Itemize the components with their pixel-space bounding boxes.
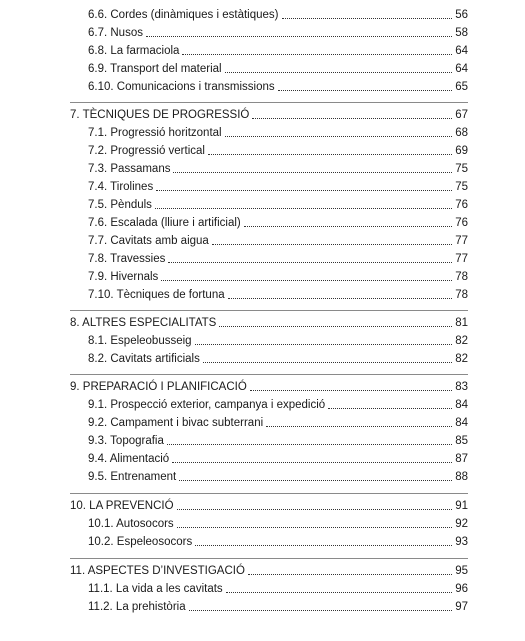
toc-chapter-11 bbox=[70, 560, 468, 578]
leader-dots bbox=[250, 390, 452, 391]
toc-entry-page: 76 bbox=[455, 199, 468, 211]
toc-entry-label: 7.5. Pènduls bbox=[88, 199, 152, 211]
toc-chapter-page: 83 bbox=[455, 381, 468, 393]
toc-entry-label: 7.7. Cavitats amb aigua bbox=[88, 235, 209, 247]
toc-chapter-page: 81 bbox=[455, 317, 468, 329]
toc-chapter-label: 11. ASPECTES D’INVESTIGACIÓ bbox=[70, 565, 245, 577]
toc-entry-page: 85 bbox=[455, 435, 468, 447]
leader-dots bbox=[219, 326, 452, 327]
toc-entry-page: 82 bbox=[455, 335, 468, 347]
toc-entry-7-4 bbox=[88, 176, 468, 194]
toc-chapter-label: 7. TÈCNIQUES DE PROGRESSIÓ bbox=[70, 109, 250, 121]
toc-entry-7-5 bbox=[88, 194, 468, 212]
toc-entry-label: 6.8. La farmaciola bbox=[88, 45, 180, 57]
toc-entry-10-2 bbox=[88, 531, 468, 549]
toc-entry-page: 64 bbox=[455, 45, 468, 57]
leader-dots bbox=[266, 426, 452, 427]
toc-chapter-8 bbox=[70, 312, 468, 330]
toc-entry-label: 7.6. Escalada (lliure i artificial) bbox=[88, 217, 241, 229]
toc-entry-9-2 bbox=[88, 412, 468, 430]
leader-dots bbox=[225, 136, 453, 137]
toc-entry-6-6 bbox=[88, 4, 468, 22]
toc-entry-label: 6.6. Cordes (dinàmiques i estàtiques) bbox=[88, 9, 279, 21]
toc-entry-page: 96 bbox=[455, 583, 468, 595]
toc-entry-page: 78 bbox=[455, 271, 468, 283]
leader-dots bbox=[146, 36, 452, 37]
leader-dots bbox=[278, 90, 453, 91]
leader-dots bbox=[189, 610, 453, 611]
toc-entry-7-9 bbox=[88, 266, 468, 284]
toc-entry-9-3 bbox=[88, 430, 468, 448]
toc-entry-6-9 bbox=[88, 58, 468, 76]
section-divider bbox=[70, 310, 468, 311]
toc-chapter-label: 10. LA PREVENCIÓ bbox=[70, 500, 174, 512]
leader-dots bbox=[252, 118, 452, 119]
leader-dots bbox=[212, 244, 452, 245]
toc-entry-label: 10.2. Espeleosocors bbox=[88, 536, 193, 548]
toc-entry-11-1 bbox=[88, 578, 468, 596]
toc-entry-7-8 bbox=[88, 248, 468, 266]
leader-dots bbox=[244, 226, 452, 227]
toc-entry-page: 69 bbox=[455, 145, 468, 157]
toc-entry-page: 82 bbox=[455, 353, 468, 365]
toc-entry-label: 7.3. Passamans bbox=[88, 163, 171, 175]
toc-entry-page: 75 bbox=[455, 181, 468, 193]
leader-dots bbox=[226, 592, 453, 593]
section-divider bbox=[70, 374, 468, 375]
toc-entry-page: 76 bbox=[455, 217, 468, 229]
section-divider bbox=[70, 558, 468, 559]
leader-dots bbox=[177, 509, 453, 510]
leader-dots bbox=[328, 408, 452, 409]
leader-dots bbox=[195, 545, 452, 546]
toc-entry-9-5 bbox=[88, 466, 468, 484]
toc-entry-label: 11.1. La vida a les cavitats bbox=[88, 583, 223, 595]
leader-dots bbox=[168, 262, 452, 263]
leader-dots bbox=[167, 444, 452, 445]
toc-entry-page: 97 bbox=[455, 601, 468, 613]
toc-entry-label: 9.1. Prospecció exterior, campanya i expedició bbox=[88, 399, 326, 411]
toc-entry-7-10 bbox=[88, 284, 468, 302]
toc-chapter-label: 8. ALTRES ESPECIALITATS bbox=[70, 317, 217, 329]
toc-entry-8-1 bbox=[88, 330, 468, 348]
section-divider bbox=[70, 102, 468, 103]
leader-dots bbox=[179, 480, 452, 481]
toc-entry-label: 7.4. Tirolines bbox=[88, 181, 154, 193]
toc-entry-page: 65 bbox=[455, 81, 468, 93]
toc-entry-7-1 bbox=[88, 122, 468, 140]
toc-entry-6-7 bbox=[88, 22, 468, 40]
toc-entry-label: 11.2. La prehistòria bbox=[88, 601, 186, 613]
toc-entry-page: 77 bbox=[455, 235, 468, 247]
toc-entry-page: 87 bbox=[455, 453, 468, 465]
toc-entry-10-1 bbox=[88, 513, 468, 531]
toc-entry-page: 56 bbox=[455, 9, 468, 21]
toc-entry-6-8 bbox=[88, 40, 468, 58]
toc-chapter-9 bbox=[70, 376, 468, 394]
toc-chapter-page: 91 bbox=[455, 500, 468, 512]
leader-dots bbox=[228, 298, 453, 299]
toc-entry-page: 64 bbox=[455, 63, 468, 75]
leader-dots bbox=[208, 154, 452, 155]
toc-entry-label: 7.8. Travessies bbox=[88, 253, 166, 265]
toc-entry-label: 6.9. Transport del material bbox=[88, 63, 222, 75]
leader-dots bbox=[172, 462, 452, 463]
toc-entry-label: 6.7. Nusos bbox=[88, 27, 143, 39]
toc-chapter-page: 67 bbox=[455, 109, 468, 121]
toc-entry-page: 92 bbox=[455, 518, 468, 530]
toc-entry-page: 84 bbox=[455, 417, 468, 429]
toc-entry-11-2 bbox=[88, 596, 468, 614]
toc-entry-page: 58 bbox=[455, 27, 468, 39]
leader-dots bbox=[203, 362, 452, 363]
leader-dots bbox=[155, 208, 452, 209]
toc-entry-page: 78 bbox=[455, 289, 468, 301]
toc-entry-page: 75 bbox=[455, 163, 468, 175]
toc-entry-7-3 bbox=[88, 158, 468, 176]
leader-dots bbox=[282, 18, 453, 19]
toc-entry-label: 9.2. Campament i bivac subterrani bbox=[88, 417, 264, 429]
leader-dots bbox=[195, 344, 453, 345]
toc-entry-label: 6.10. Comunicacions i transmissions bbox=[88, 81, 275, 93]
toc-entry-page: 84 bbox=[455, 399, 468, 411]
toc-chapter-7 bbox=[70, 104, 468, 122]
section-divider bbox=[70, 493, 468, 494]
leader-dots bbox=[225, 72, 453, 73]
toc-entry-label: 8.1. Espeleobusseig bbox=[88, 335, 192, 347]
leader-dots bbox=[182, 54, 452, 55]
toc-entry-label: 8.2. Cavitats artificials bbox=[88, 353, 200, 365]
leader-dots bbox=[156, 190, 452, 191]
toc-entry-label: 7.2. Progressió vertical bbox=[88, 145, 205, 157]
toc-entry-label: 7.10. Tècniques de fortuna bbox=[88, 289, 225, 301]
toc-entry-7-2 bbox=[88, 140, 468, 158]
toc-entry-page: 68 bbox=[455, 127, 468, 139]
toc-chapter-page: 95 bbox=[455, 565, 468, 577]
toc-entry-9-4 bbox=[88, 448, 468, 466]
toc-entry-label: 9.3. Topografia bbox=[88, 435, 164, 447]
toc-entry-6-10 bbox=[88, 76, 468, 94]
toc-entry-page: 77 bbox=[455, 253, 468, 265]
toc-entry-label: 10.1. Autosocors bbox=[88, 518, 174, 530]
toc-entry-label: 7.9. Hivernals bbox=[88, 271, 159, 283]
leader-dots bbox=[177, 527, 453, 528]
toc-entry-label: 7.1. Progressió horitzontal bbox=[88, 127, 222, 139]
toc-chapter-label: 9. PREPARACIÓ I PLANIFICACIÓ bbox=[70, 381, 247, 393]
toc-entry-8-2 bbox=[88, 348, 468, 366]
toc-entry-label: 9.5. Entrenament bbox=[88, 471, 177, 483]
toc-entry-label: 9.4. Alimentació bbox=[88, 453, 170, 465]
leader-dots bbox=[248, 574, 452, 575]
toc-entry-7-7 bbox=[88, 230, 468, 248]
toc-entry-9-1 bbox=[88, 394, 468, 412]
toc-entry-page: 88 bbox=[455, 471, 468, 483]
toc-entry-7-6 bbox=[88, 212, 468, 230]
leader-dots bbox=[173, 172, 452, 173]
toc-chapter-10 bbox=[70, 495, 468, 513]
toc-entry-page: 93 bbox=[455, 536, 468, 548]
leader-dots bbox=[161, 280, 452, 281]
